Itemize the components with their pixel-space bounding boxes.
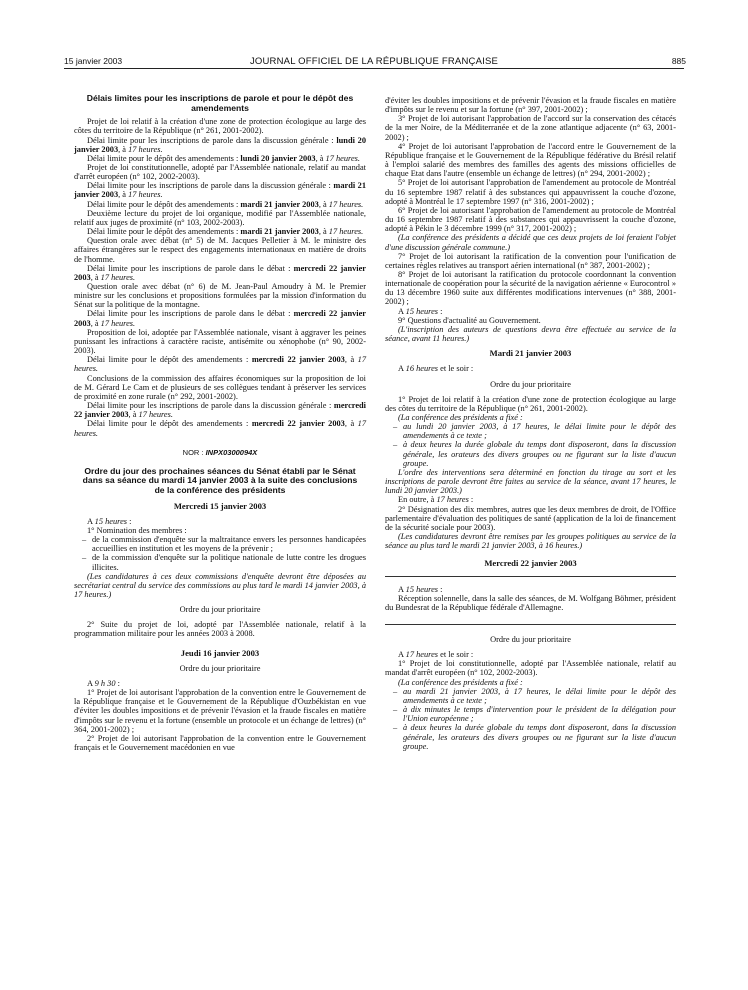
header-date: 15 janvier 2003 [64, 56, 123, 66]
paragraph: 7° Projet de loi autorisant la ratification de la convention pour l'unification de certaines règles relatives au transport aérien international (n° 387, 2001-2002) ; [385, 251, 676, 270]
day-heading: Mercredi 22 janvier 2003 [484, 558, 577, 569]
note: (La conférence des présidents a fixé : [398, 413, 523, 422]
note: (Les candidatures devront être remises par les groupes politiques au service de la séance au plus tard le mardi 21 janvier 2003, à 16 heures.) [385, 532, 676, 551]
subheading-ordre: Ordre du jour prioritaire [490, 634, 571, 644]
paragraph: A 16 heures et le soir : [398, 364, 474, 374]
paragraph: Délai limite pour les inscriptions de parole dans la discussion générale : lundi 20 janvier 2003, à 17 heures. [74, 135, 366, 154]
header-title: JOURNAL OFFICIEL DE LA RÉPUBLIQUE FRANÇAISE [249, 56, 499, 67]
list-item: – à dix minutes le temps d'intervention pour le président de la délégation pour l'Union européenne ; [385, 705, 676, 723]
paragraph: 2° Projet de loi autorisant l'approbation de la convention entre le Gouvernement français et le Gouvernement macédonien en vue [74, 733, 366, 753]
note: (La conférence des présidents a décidé que ces deux projets de loi feraient l'objet d'une discussion générale commune.) [385, 233, 676, 252]
paragraph: 6° Projet de loi autorisant l'approbation de l'amendement au protocole de Montréal du 16 septembre 1987 relatif à des substances qui appauvrissent la couche d'ozone, adopté à Pékin le 3 décembre 1999 (n° 317, 2001-2002) ; [385, 205, 676, 234]
day-heading: Jeudi 16 janvier 2003 [180, 647, 260, 658]
paragraph: Conclusions de la commission des affaires économiques sur la proposition de loi de M. Gérard Le Cam et de plusieurs de ses collègues tendant à préserver les services de proximité en zone rurale (n° 292, 2001-2002). [74, 373, 366, 401]
separator [385, 576, 676, 577]
subheading-ordre: Ordre du jour prioritaire [179, 663, 261, 673]
note: (L'inscription des auteurs de questions devra être effectuée au service de la séance, avant 11 heures.) [385, 324, 676, 344]
paragraph: 9° Questions d'actualité au Gouvernement. [398, 315, 541, 325]
paragraph: Délai limite pour les inscriptions de parole dans la discussion générale : mardi 21 janvier 2003, à 17 heures. [74, 181, 366, 200]
paragraph: 1° Projet de loi autorisant l'approbation de la convention entre le Gouvernement de la République française et le Gouvernement de la République d'Ouzbékistan en vue d'éviter les doubles impositions et de prévenir l'évasion et la fraude fiscales en matière d'impôts sur le revenu et la fortune (ensemble un protocole et un échange de lettres) (n° 364, 2001-2002) ; [74, 688, 366, 734]
paragraph: A 15 heures : [398, 584, 443, 594]
note: (Les candidatures à ces deux commissions d'enquête devront être déposées au secrétariat central du service des commissions au plus tard le mardi 14 janvier 2003, à 17 heures.) [74, 571, 366, 599]
list-item: – à deux heures la durée globale du temps dont disposeront, dans la discussion générale, les orateurs des divers groupes ou ne figurant sur la liste d'aucun groupe. [385, 440, 676, 467]
paragraph: Délai limite pour les inscriptions de parole dans le débat : mercredi 22 janvier 2003, à 17 heures. [74, 309, 366, 328]
paragraph: 3° Projet de loi autorisant l'approbation de l'accord sur la conservation des cétacés de la mer Noire, de la Méditerranée et de la zone atlantique adjacente (n° 63, 2001-2002) ; [385, 114, 676, 142]
paragraph: Réception solennelle, dans la salle des séances, de M. Wolfgang Böhmer, président du Bundesrat de la République fédérale d'Allemagne. [385, 593, 676, 612]
separator [385, 624, 676, 625]
paragraph: Question orale avec débat (n° 5) de M. Jacques Pelletier à M. le ministre des affaires étrangères sur le respect des engagements internationaux en matière de droits de l'homme. [74, 236, 366, 264]
paragraph: d'éviter les doubles impositions et de prévenir l'évasion et la fraude fiscales en matière d'impôts sur le revenu et sur la fortune (n° 397, 2001-2002) ; [385, 96, 676, 115]
list-item: – à deux heures la durée globale du temps dont disposeront, dans la discussion générale, les orateurs des divers groupes ou ne figurant sur la liste d'aucun groupe. [385, 723, 676, 750]
section-heading-agenda: Ordre du jour des prochaines séances du Sénat établi par le Sénat dans sa séance du mardi 14 janvier 2003 à la suite des conclusions de la conférence des présidents [82, 465, 358, 495]
list-item: – de la commission d'enquête sur la maltraitance envers les personnes handicapées accueillies en institution et les moyens de la prévenir ; [74, 535, 366, 553]
paragraph: 1° Projet de loi relatif à la création d'une zone de protection écologique au large des côtes du territoire de la République (n° 261, 2001-2002). [385, 394, 676, 413]
day-heading: Mardi 21 janvier 2003 [489, 348, 572, 359]
paragraph: 2° Désignation des dix membres, autres que les deux membres de droit, de l'Office parlementaire d'évaluation des politiques de santé (application de la loi de financement de la sécurité sociale pour 2003). [385, 504, 676, 532]
paragraph: A 17 heures et le soir : [398, 650, 474, 660]
header-rule [64, 68, 684, 69]
paragraph: 5° Projet de loi autorisant l'approbation de l'amendement au protocole de Montréal du 16 septembre 1987 relatif à des substances qui appauvrissent la couche d'ozone, adopté à Montréal le 17 septembre 1997 (n° 316, 2001-2002) ; [385, 178, 676, 206]
paragraph: 1° Projet de loi constitutionnelle, adopté par l'Assemblée nationale, relatif au mandat d'arrêt européen (n° 102, 2002-2003). [385, 659, 676, 678]
paragraph: 4° Projet de loi autorisant l'approbation de l'accord entre le Gouvernement de la République française et le Gouvernement de la République fédérative du Brésil relatif à l'emploi salarié des membres des familles des agents des missions officielles de chaque Etat dans l'autre (ensemble un échange de lettres) (n° 294, 2001-2002) ; [385, 141, 676, 179]
paragraph: Question orale avec débat (n° 6) de M. Jean-Paul Amoudry à M. le Premier ministre sur les conclusions et propositions formulées par la mission d'information du Sénat sur la politique de la montagne. [74, 282, 366, 310]
nor-reference: NOR : INPX0300094X [182, 447, 258, 457]
subheading-ordre: Ordre du jour prioritaire [179, 605, 261, 615]
paragraph: Délai limite pour le dépôt des amendements : mercredi 22 janvier 2003, à 17 heures. [74, 419, 367, 438]
list-item: – au mardi 21 janvier 2003, à 17 heures, le délai limite pour le dépôt des amendements à ce texte ; [385, 687, 676, 705]
paragraph: 1° Nomination des membres : [87, 525, 187, 535]
paragraph: Projet de loi relatif à la création d'une zone de protection écologique au large des côtes du territoire de la République (n° 261, 2001-2002). [74, 117, 366, 136]
section-heading-deadlines: Délais limites pour les inscriptions de parole et pour le dépôt des amendements [86, 93, 354, 113]
paragraph: Délai limite pour les inscriptions de parole dans la discussion générale : mercredi 22 janvier 2003, à 17 heures. [74, 401, 366, 420]
header-page-number: 885 [671, 56, 686, 66]
list-item: – au lundi 20 janvier 2003, à 17 heures, le délai limite pour le dépôt des amendements à ce texte ; [385, 422, 676, 440]
right-column [385, 96, 676, 751]
paragraph: A 15 heures : [87, 516, 132, 526]
paragraph: Deuxième lecture du projet de loi organique, modifié par l'Assemblée nationale, relatif aux juges de proximité (n° 103, 2002-2003). [74, 208, 366, 227]
note: L'ordre des interventions sera déterminé en fonction du tirage au sort et les inscriptions de parole devront être faites au service de la séance, avant 17 heures, le lundi 20 janvier 2003.) [385, 467, 676, 496]
subheading-ordre: Ordre du jour prioritaire [490, 379, 571, 389]
paragraph: Délai limite pour le dépôt des amendements : lundi 20 janvier 2003, à 17 heures. [87, 153, 360, 163]
paragraph: 8° Projet de loi autorisant la ratification du protocole coordonnant la convention internationale de coopération pour la sécurité de la navigation aérienne « Eurocontrol » du 13 décembre 1960 suite aux différentes modifications intervenues (n° 388, 2001-2002) ; [385, 269, 676, 307]
day-heading: Mercredi 15 janvier 2003 [173, 500, 267, 511]
list-item: – de la commission d'enquête sur la politique nationale de lutte contre les drogues illicites. [74, 553, 366, 571]
paragraph: Délai limite pour le dépôt des amendements : mardi 21 janvier 2003, à 17 heures. [87, 227, 364, 237]
paragraph: A 9 h 30 : [87, 678, 120, 688]
note: (La conférence des présidents a fixé : [398, 677, 523, 687]
paragraph: Projet de loi constitutionnelle, adopté par l'Assemblée nationale, relatif au mandat d'arrêt européen (n° 102, 2002-2003). [74, 162, 366, 182]
paragraph: En outre, à 17 heures : [398, 495, 474, 505]
left-column [74, 94, 366, 752]
paragraph: Délai limite pour les inscriptions de parole dans le débat : mercredi 22 janvier 2003, à 17 heures. [74, 263, 366, 282]
paragraph: Proposition de loi, adoptée par l'Assemblée nationale, visant à aggraver les peines punissant les infractions à caractère raciste, antisémite ou xénophobe (n° 90, 2002-2003). [74, 327, 366, 356]
paragraph: A 15 heures : [398, 306, 443, 316]
paragraph: Délai limite pour le dépôt des amendements : mardi 21 janvier 2003, à 17 heures. [87, 199, 364, 209]
paragraph: 2° Suite du projet de loi, adopté par l'Assemblée nationale, relatif à la programmation militaire pour les années 2003 à 2008. [74, 620, 366, 639]
paragraph: Délai limite pour le dépôt des amendements : mercredi 22 janvier 2003, à 17 heures. [74, 355, 367, 374]
